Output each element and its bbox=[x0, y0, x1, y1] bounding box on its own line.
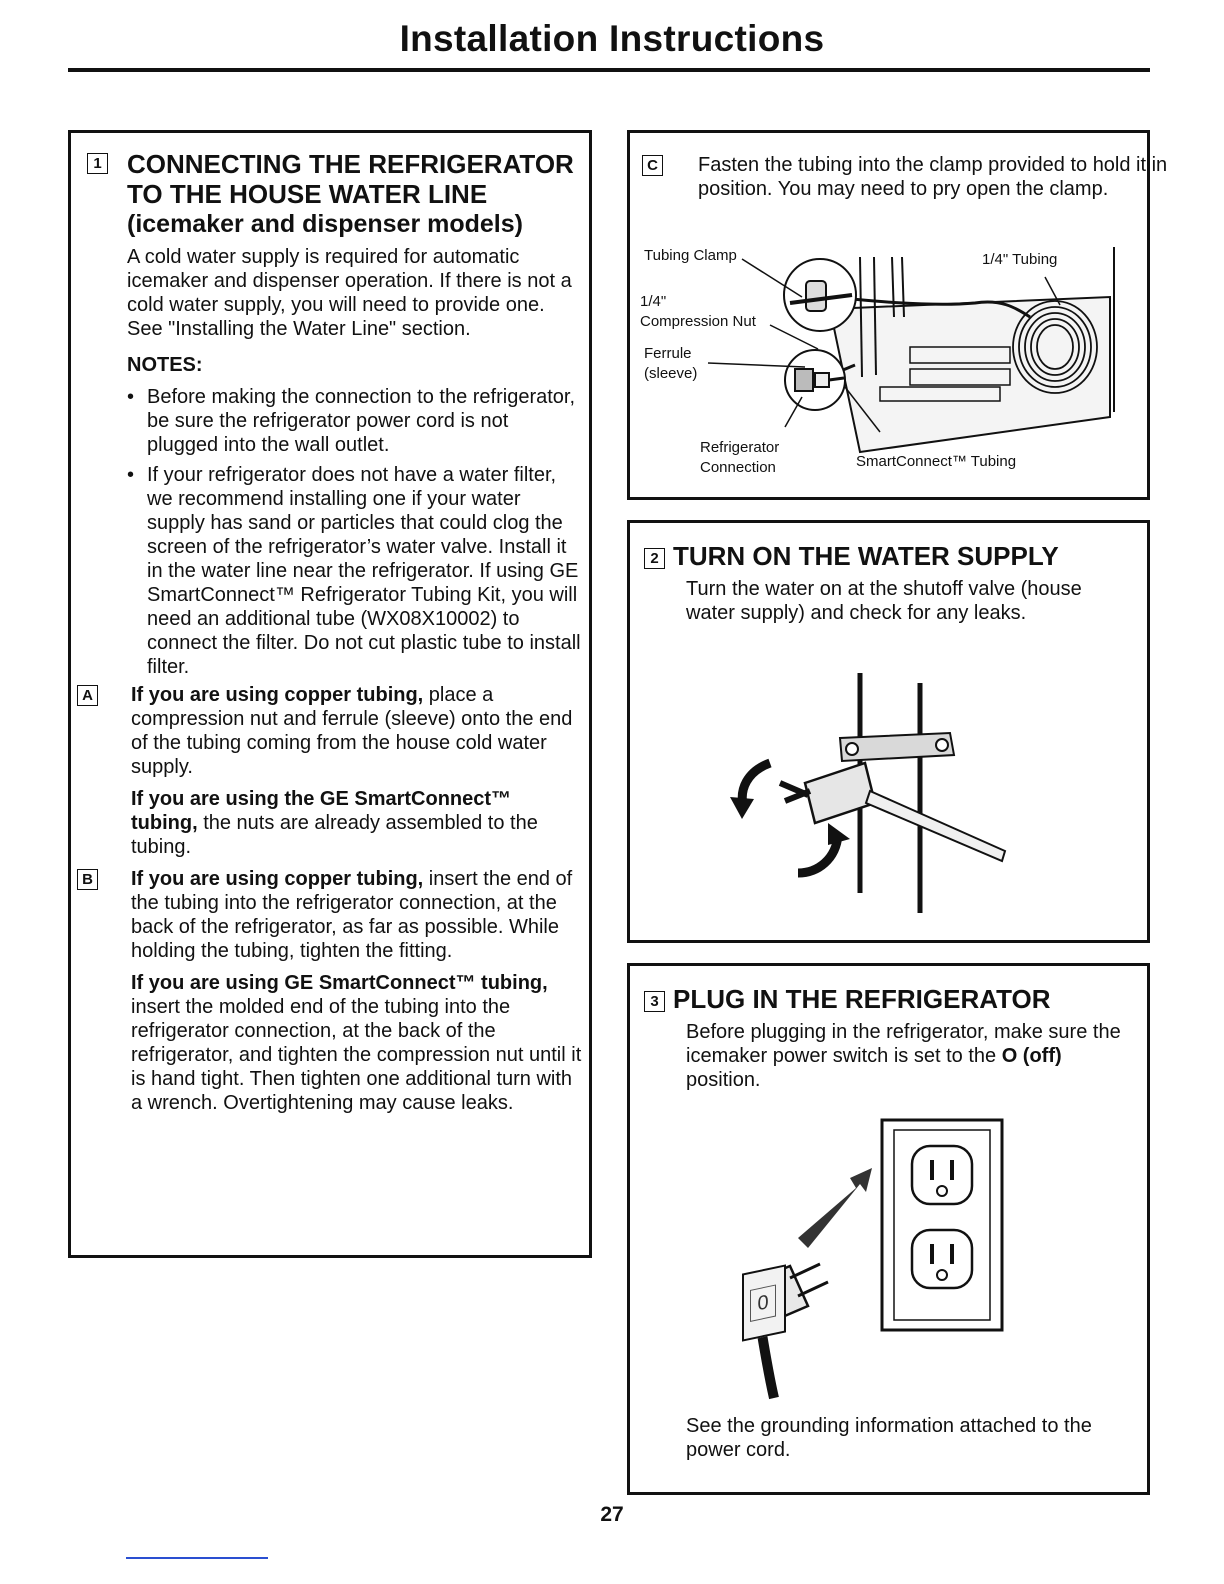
section-3-text bbox=[686, 1020, 1126, 1092]
step-b bbox=[75, 867, 583, 1115]
section-intro: A cold water supply is required for automatic icemaker and dispenser operation. If there is not a cold water supply, you will need to provide one. See "Installing the Water Line" section. bbox=[127, 246, 572, 340]
note-text: Before making the connection to the refrigerator, be sure the refrigerator power cord is not plugged into the wall outlet. bbox=[147, 386, 576, 456]
valve-body bbox=[805, 763, 875, 823]
step-c-text: Fasten the tubing into the clamp provided to hold it in position. You may need to pry open the clamp. bbox=[698, 154, 1168, 200]
step-a-text1: place a compression nut and ferrule (sleeve) onto the end of the tubing coming from the house cold water supply. bbox=[131, 684, 573, 778]
section-3-heading bbox=[644, 984, 1051, 1014]
outlet-tube bbox=[866, 791, 1005, 861]
plug-prong bbox=[790, 1264, 820, 1278]
label-connection: Connection bbox=[700, 459, 776, 476]
note-item bbox=[127, 385, 583, 457]
step-b-text1: insert the end of the tubing into the refrigerator connection, at the back of the refrigerator, as far as possible. While holding the tubing, tighten the fitting. bbox=[131, 868, 573, 962]
step-c-panel bbox=[627, 130, 1168, 500]
header-rule bbox=[68, 68, 1150, 72]
footer-link-line bbox=[126, 1557, 268, 1559]
label-smartconnect-tubing: SmartConnect™ Tubing bbox=[856, 453, 1017, 470]
label-refrigerator: Refrigerator bbox=[700, 439, 780, 456]
section-number-badge: 1 bbox=[87, 153, 108, 174]
step-c-text-row bbox=[642, 153, 1188, 201]
section-subtitle: (icemaker and dispenser models) bbox=[127, 210, 523, 238]
label-sleeve: (sleeve) bbox=[644, 365, 698, 382]
tubing-clamp-shape bbox=[806, 281, 826, 311]
label-compression-size: 1/4" bbox=[640, 293, 667, 310]
plug-prong bbox=[798, 1282, 828, 1296]
page-number: 27 bbox=[600, 1503, 624, 1526]
arrow-head-icon bbox=[828, 823, 850, 845]
step-letter-badge: B bbox=[77, 869, 98, 890]
section-3-off-label: O (off) bbox=[1001, 1045, 1062, 1067]
section-3-title: PLUG IN THE REFRIGERATOR bbox=[673, 984, 1051, 1014]
plug-outlet-illustration bbox=[630, 1116, 1147, 1416]
section-3-text-after: position. bbox=[686, 1069, 761, 1091]
compression-nut-shape bbox=[795, 369, 813, 391]
arrow-head-icon bbox=[730, 797, 754, 819]
step-a-bold1: If you are using copper tubing, bbox=[131, 684, 424, 706]
label-ferrule: Ferrule bbox=[644, 345, 692, 362]
shutoff-valve-illustration bbox=[630, 663, 1147, 933]
step-b-bold1: If you are using copper tubing, bbox=[131, 868, 424, 890]
insert-arrow-icon bbox=[798, 1168, 872, 1248]
step-a-text2: the nuts are already assembled to the tubing. bbox=[131, 812, 538, 858]
section-title-line2: TO THE HOUSE WATER LINE bbox=[127, 179, 488, 209]
section-connecting-water-line bbox=[68, 130, 592, 1258]
bullet-icon: • bbox=[127, 464, 135, 486]
step-b-bold2: If you are using GE SmartConnect™ tubing, bbox=[131, 972, 548, 994]
step-b-text2: insert the molded end of the tubing into the refrigerator connection, at the back of the refrigerator, and tighten the compression nut until it is hand tight. Then tighten one additional turn with a wrench. Overtightening may cause leaks. bbox=[131, 996, 582, 1114]
step-letter-badge: C bbox=[642, 155, 663, 176]
label-quarter-tubing: 1/4" Tubing bbox=[982, 251, 1058, 268]
section-2-heading bbox=[644, 541, 1059, 571]
section-plug-in-refrigerator bbox=[627, 963, 1150, 1495]
label-tubing-clamp: Tubing Clamp bbox=[644, 247, 737, 264]
step-a bbox=[75, 683, 583, 859]
bullet-icon: • bbox=[127, 386, 135, 408]
page-title: Installation Instructions bbox=[399, 18, 825, 59]
label-compression-nut: Compression Nut bbox=[640, 313, 756, 330]
section-3-text-before: Before plugging in the refrigerator, make sure the icemaker power switch is set to the bbox=[686, 1021, 1121, 1067]
section-turn-on-water bbox=[627, 520, 1150, 943]
clamp-bolt bbox=[846, 743, 858, 755]
step-a-bold2: If you are using the GE SmartConnect™ tubing, bbox=[131, 788, 512, 834]
section-number-badge: 3 bbox=[644, 991, 665, 1012]
notes-label: NOTES: bbox=[127, 354, 203, 376]
step-letter-badge: A bbox=[77, 685, 98, 706]
icemaker-switch bbox=[742, 1264, 786, 1341]
section-2-title: TURN ON THE WATER SUPPLY bbox=[673, 541, 1059, 571]
note-text: If your refrigerator does not have a water filter, we recommend installing one if your water supply has sand or particles that could clog the screen of the refrigerator’s water valve. Install it in the water line near the refrigerator. If using GE SmartConnect™ Refrigerator Tubing Kit, you will need an additional tube (WX08X10002) to connect the filter. Do not cut plastic tube to install filter. bbox=[147, 464, 581, 678]
clamp-bolt bbox=[936, 739, 948, 751]
ferrule-tube bbox=[829, 378, 844, 380]
refrigerator-back bbox=[830, 297, 1110, 452]
note-item bbox=[127, 463, 583, 679]
ferrule-shape bbox=[815, 373, 829, 387]
section-3-footer: See the grounding information attached to the power cord. bbox=[686, 1415, 1092, 1461]
section-2-text: Turn the water on at the shutoff valve (house water supply) and check for any leaks. bbox=[686, 578, 1082, 624]
switch-off-label: 0 bbox=[750, 1284, 776, 1322]
section-number-badge: 2 bbox=[644, 548, 665, 569]
section-title-line1: CONNECTING THE REFRIGERATOR bbox=[127, 149, 574, 179]
